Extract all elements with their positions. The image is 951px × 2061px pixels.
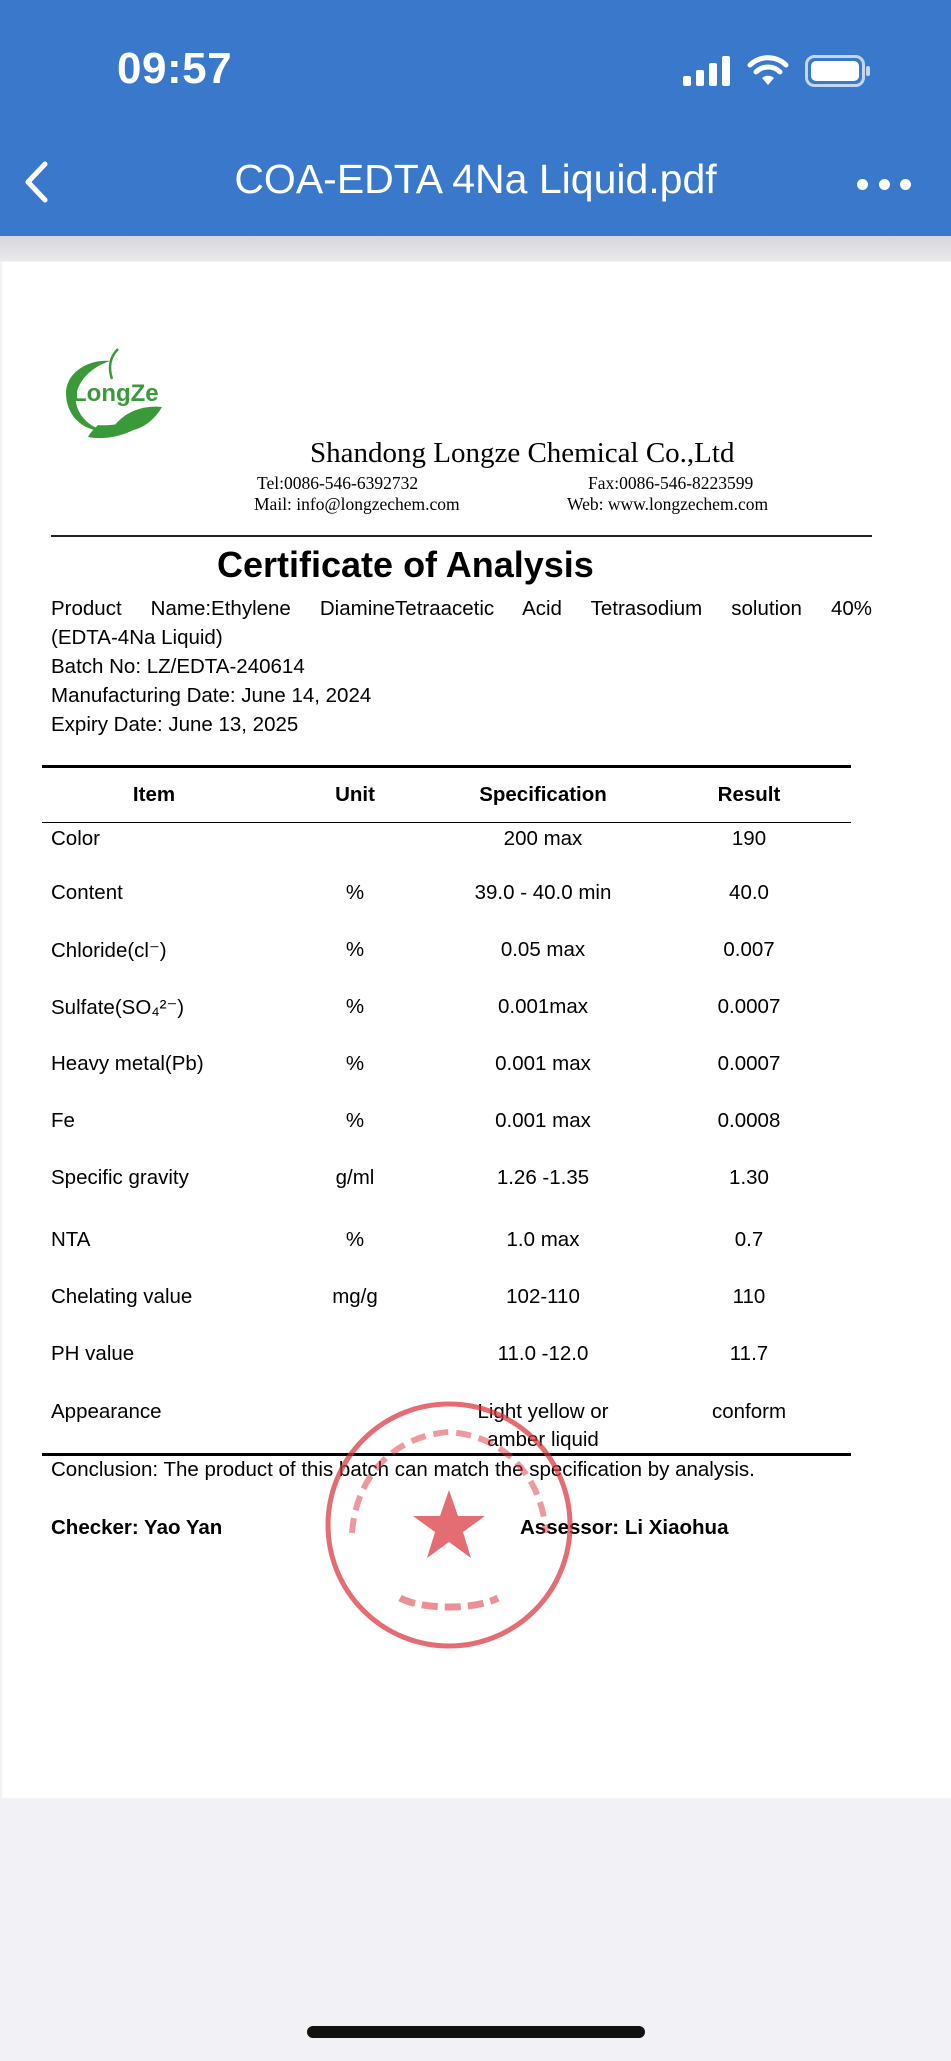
cell-item: Sulfate(SO₄²⁻) [51, 996, 185, 1019]
cell-specification: 0.001max [497, 995, 589, 1018]
cell-unit: % [345, 881, 365, 904]
cell-specification: 0.001 max [495, 1109, 591, 1132]
header-divider [51, 535, 872, 537]
pdf-page [2, 262, 951, 1798]
cell-item: NTA [51, 1228, 91, 1251]
cell-unit: % [345, 1228, 365, 1251]
cell-specification: 102-110 [506, 1285, 580, 1308]
cell-item: PH value [51, 1342, 135, 1365]
home-indicator[interactable] [307, 2026, 645, 2038]
column-header-unit: Unit [335, 783, 375, 806]
cell-item: Heavy metal(Pb) [51, 1052, 204, 1075]
cell-result: 110 [732, 1285, 766, 1308]
company-web: Web: www.longzechem.com [567, 494, 769, 514]
cellular-signal-icon [683, 56, 731, 86]
cell-result: 0.0007 [717, 1052, 781, 1075]
ellipsis-icon-dot [900, 179, 911, 190]
cell-specification: 1.26 -1.35 [496, 1166, 590, 1189]
table-top-rule [42, 765, 851, 768]
nav-shadow [0, 236, 951, 261]
cell-unit: g/ml [335, 1166, 375, 1189]
cell-item: Chelating value [51, 1285, 193, 1308]
table-header-rule [42, 822, 851, 823]
manufacturing-date: Manufacturing Date: June 14, 2024 [51, 684, 372, 707]
cell-specification: 11.0 -12.0 [497, 1342, 589, 1365]
cell-result: 11.7 [729, 1342, 769, 1365]
column-header-specification: Specification [479, 783, 607, 806]
cell-specification: 0.05 max [500, 938, 586, 961]
more-options-button[interactable] [857, 168, 911, 200]
cell-result: 1.30 [729, 1166, 769, 1189]
company-mail: Mail: info@longzechem.com [254, 494, 460, 514]
cell-specification: 0.001 max [495, 1052, 591, 1075]
cell-unit: % [345, 938, 365, 961]
cell-item: Appearance [51, 1400, 162, 1423]
cell-specification: 200 max [503, 827, 583, 850]
product-name-line2: (EDTA-4Na Liquid) [51, 626, 223, 649]
cell-result: conform [711, 1400, 787, 1423]
assessor-signature: Assessor: Li Xiaohua [520, 1516, 729, 1539]
batch-number: Batch No: LZ/EDTA-240614 [51, 655, 305, 678]
cell-result: 0.7 [734, 1228, 764, 1251]
cell-unit: % [345, 1052, 365, 1075]
checker-signature: Checker: Yao Yan [51, 1516, 223, 1539]
cell-specification-line2: amber liquid [487, 1428, 599, 1451]
cell-item: Content [51, 881, 123, 904]
cell-item: Color [51, 827, 100, 850]
wifi-icon [747, 55, 789, 87]
product-name-line1: Product Name:Ethylene DiamineTetraacetic Acid Tetrasodium solution 40% [51, 597, 872, 620]
cell-result: 0.0007 [717, 995, 781, 1018]
longze-logo [58, 345, 170, 447]
company-name: Shandong Longze Chemical Co.,Ltd [310, 437, 735, 469]
cell-item: Chloride(cl⁻) [51, 939, 167, 962]
cell-item: Specific gravity [51, 1166, 189, 1189]
cell-result: 190 [731, 827, 767, 850]
column-header-result: Result [717, 783, 781, 806]
cell-result: 0.007 [723, 938, 775, 961]
ellipsis-icon-dot [857, 179, 868, 190]
cell-unit: mg/g [332, 1285, 378, 1308]
cell-specification: 1.0 max [506, 1228, 580, 1251]
status-time: 09:57 [117, 44, 233, 93]
conclusion-text: Conclusion: The product of this batch can match the specification by analysis. [51, 1458, 755, 1481]
cell-item: Fe [51, 1109, 75, 1132]
company-fax: Fax:0086-546-8223599 [588, 473, 754, 493]
cell-result: 0.0008 [717, 1109, 781, 1132]
cell-result: 40.0 [729, 881, 769, 904]
expiry-date: Expiry Date: June 13, 2025 [51, 713, 299, 736]
status-icons [683, 52, 871, 90]
cell-unit: % [345, 1109, 365, 1132]
logo-text: LongZe [72, 380, 159, 407]
column-header-item: Item [132, 783, 176, 806]
cell-specification: Light yellow or [477, 1400, 609, 1423]
cell-unit: % [345, 995, 365, 1018]
battery-icon [805, 55, 871, 87]
table-bottom-rule [42, 1453, 851, 1456]
cell-specification: 39.0 - 40.0 min [474, 881, 612, 904]
product-info [51, 594, 872, 739]
ellipsis-icon-dot [879, 179, 890, 190]
certificate-title: Certificate of Analysis [217, 544, 594, 585]
company-tel: Tel:0086-546-6392732 [257, 473, 419, 493]
document-title: COA-EDTA 4Na Liquid.pdf [234, 156, 717, 202]
top-navigation-bar [0, 0, 951, 236]
